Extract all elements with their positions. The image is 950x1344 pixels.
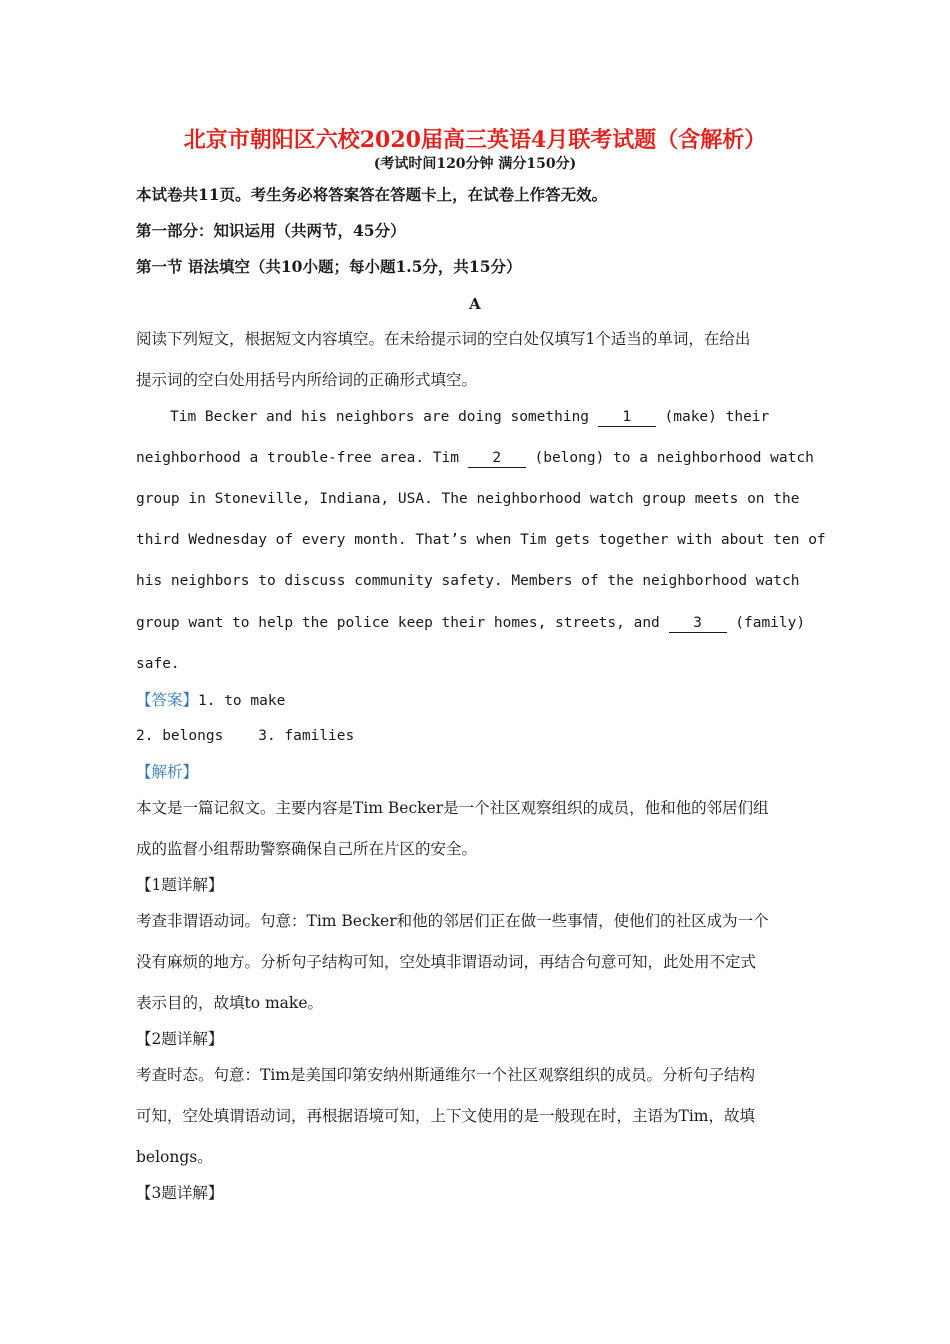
q2-line-1: 考查时态。句意：Tim是美国印第安纳州斯通维尔一个社区观察组织的成员。分析句子结构 bbox=[136, 1066, 755, 1084]
q1-line-1: 考查非谓语动词。句意：Tim Becker和他的邻居们正在做一些事情，使他们的社区成为一个 bbox=[136, 912, 769, 930]
passage-text: (make) their bbox=[664, 409, 770, 425]
q1-heading: 【1题详解】 bbox=[136, 876, 224, 894]
exam-notice: 本试卷共11页。考生务必将答案答在答题卡上，在试卷上作答无效。 bbox=[136, 185, 608, 204]
answer-tag: 【答案】 bbox=[136, 691, 199, 709]
passage-line-6 bbox=[136, 613, 805, 633]
section-letter: A bbox=[469, 295, 481, 313]
analysis-tag: 【解析】 bbox=[136, 763, 199, 781]
q1-line-2: 没有麻烦的地方。分析句子结构可知，空处填非谓语动词，再结合句意可知，此处用不定式 bbox=[136, 953, 757, 971]
passage-text: Tim Becker and his neighbors are doing something bbox=[170, 409, 590, 425]
q2-line-2: 可知，空处填谓语动词，再根据语境可知，上下文使用的是一般现在时，主语为Tim，故填 bbox=[136, 1107, 755, 1125]
q2-line-3: belongs。 bbox=[136, 1148, 213, 1166]
q1-line-3: 表示目的，故填to make。 bbox=[136, 994, 323, 1012]
passage-text: (family) bbox=[735, 615, 806, 631]
passage-line-7: safe. bbox=[136, 656, 180, 672]
passage-line-1 bbox=[170, 407, 769, 427]
passage-text: group want to help the police keep their homes, streets, and bbox=[136, 615, 660, 631]
blank-2: 2 bbox=[468, 450, 526, 468]
passage-text: (belong) to a neighborhood watch bbox=[534, 450, 814, 466]
answer-line-2: 2. belongs 3. families bbox=[136, 728, 355, 744]
blank-3: 3 bbox=[669, 615, 727, 633]
passage-line-5: his neighbors to discuss community safety. Members of the neighborhood watch bbox=[136, 573, 800, 589]
passage-line-4: third Wednesday of every month. That’s when Tim gets together with about ten of bbox=[136, 532, 826, 548]
analysis-intro-1: 本文是一篇记叙文。主要内容是Tim Becker是一个社区观察组织的成员，他和他的邻居们组 bbox=[136, 799, 769, 817]
exam-time-note: (考试时间120分钟 满分150分) bbox=[373, 156, 577, 172]
instruction-line-2: 提示词的空白处用括号内所给词的正确形式填空。 bbox=[136, 371, 478, 389]
instruction-line-1: 阅读下列短文，根据短文内容填空。在未给提示词的空白处仅填写1个适当的单词，在给出 bbox=[136, 330, 751, 348]
section-heading: 第一节 语法填空（共10小题；每小题1.5分，共15分） bbox=[136, 257, 522, 276]
answer-line-1 bbox=[136, 690, 285, 711]
blank-1: 1 bbox=[598, 409, 656, 427]
document-title: 北京市朝阳区六校2020届高三英语4月联考试题（含解析） bbox=[183, 127, 767, 153]
passage-text: neighborhood a trouble-free area. Tim bbox=[136, 450, 460, 466]
part-heading: 第一部分：知识运用（共两节，45分） bbox=[136, 221, 406, 240]
passage-line-3: group in Stoneville, Indiana, USA. The neighborhood watch group meets on the bbox=[136, 491, 800, 507]
q3-heading: 【3题详解】 bbox=[136, 1184, 224, 1202]
answer-1: 1. to make bbox=[198, 693, 286, 709]
q2-heading: 【2题详解】 bbox=[136, 1030, 224, 1048]
passage-line-2 bbox=[136, 448, 814, 468]
analysis-intro-2: 成的监督小组帮助警察确保自己所在片区的安全。 bbox=[136, 840, 478, 858]
